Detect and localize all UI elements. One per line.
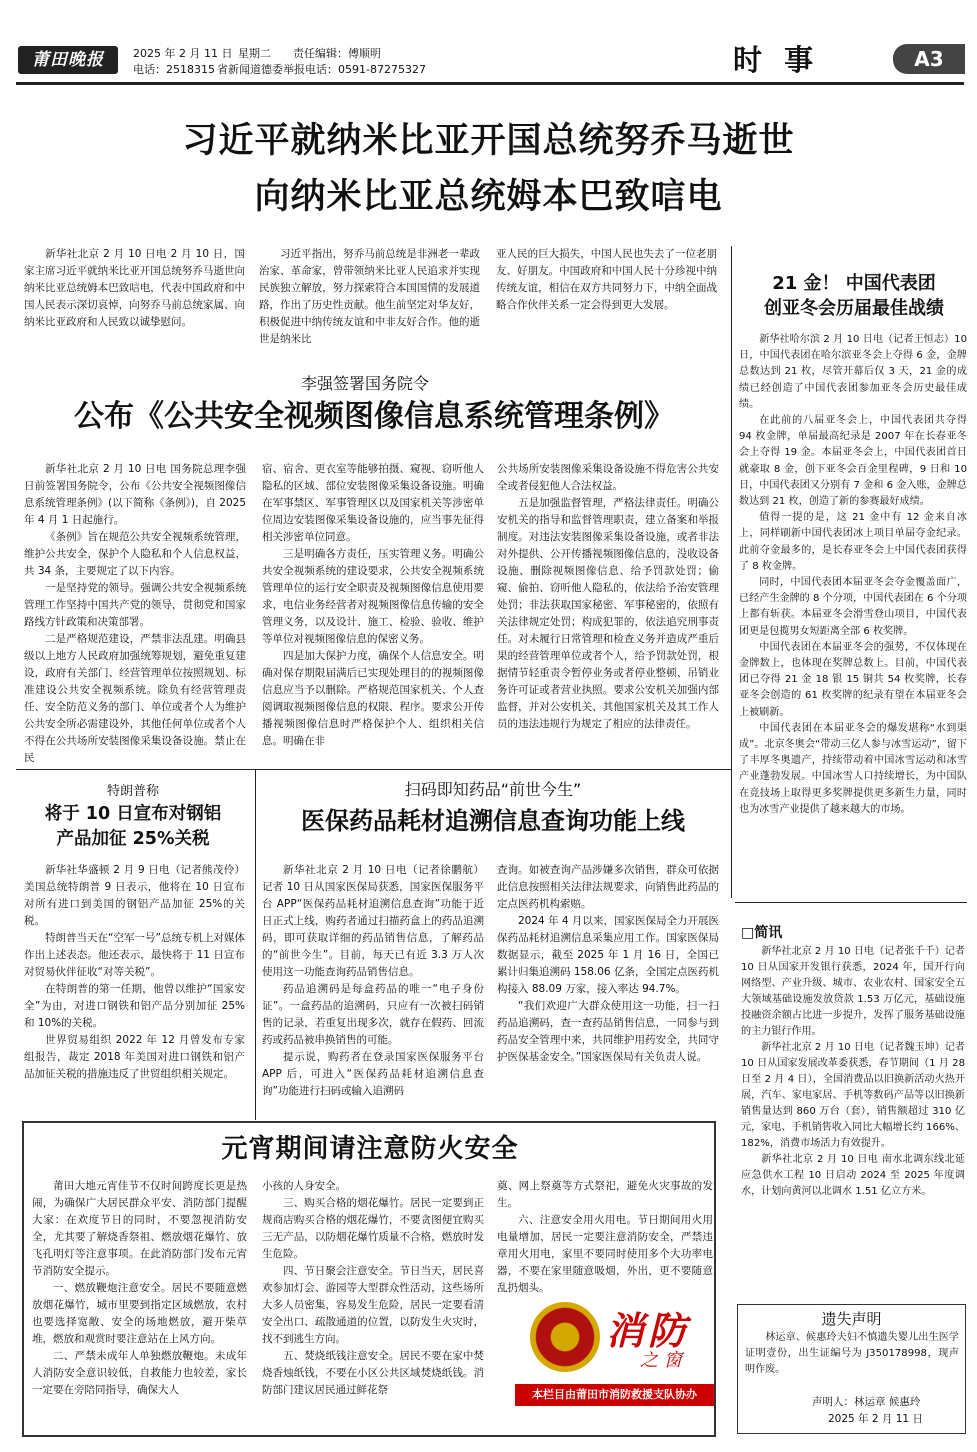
- fire-logo-subtitle: 之窗: [640, 1350, 688, 1371]
- lost-notice-body: 林运章、候惠玲夫妇不慎遗失婴儿出生医学证明壹份，出生证编号为 J350178998，现声明作废。: [745, 1332, 959, 1375]
- lost-notice-date: 2025 年 2 月 11 日: [828, 1413, 923, 1425]
- header-report-phone: 省新闻道德委举报电话：0591-87275327: [217, 63, 426, 76]
- reg-kicker: 李强签署国务院令: [300, 374, 429, 393]
- reg-col-1: 新华社北京 2 月 10 日电 国务院总理李强日前签署国务院令，公布《公共安全视频图像信息系统管理条例》(以下简称《条例》)，自 2025 年 4 月 1 日起施行。 《条例》旨在规范公共安全视频系统管理，维护公共安全，保护个人隐私和个人信息权益，共 34 条，主要规定了以下内容。 一是坚持党的领导。强调公共安全视频系统管理工作坚持中国共产党的领导，贯彻党和国家路线方针政策和决策部署。 二是严格规范建设，严禁非法乱建。明确县级以上地方人民政府加强统筹规划，避免重复建设，政府有关部门、经营管理单位按照规划、标准建设公共安全视频系统。除负有经营管理责任、安全防范义务的部门、单位或者个人为维护公共安全所必需建设外，其他任何单位或者个人不得在公共场所安装图像采集设备设施。禁止在民: [24, 463, 247, 764]
- header-weekday: 星期二: [238, 47, 271, 60]
- med-col-2: 查询。如被查询产品涉嫌多次销售，群众可依据此信息按照相关法律法规要求，向销售此药品的定点医药机构索赔。 2024 年 4 月以来，国家医保局全力开展医保药品耗材追溯信息采集应用工作。国家医保局数据显示，截至 2025 年 1 月 16 日，全国已累计归集追溯码 158.06 亿条，全国定点医药机构接入 88.09 万家，接入率达 94.7%。 “我们欢迎广大群众使用这一功能，扫一扫药品追溯码，查一查药品销售信息，一同参与到药品安全管理中来，共同维护用药安全，共同守护医保基金安全。”国家医保局有关负责人说。: [497, 864, 719, 1063]
- header-date: 2025 年 2 月 11 日: [133, 47, 233, 60]
- header-editor: 责任编辑：傅顺明: [293, 47, 381, 60]
- medal-headline-line-1: 21 金！ 中国代表团: [772, 273, 936, 294]
- med-kicker: 扫码即知药品“前世今生”: [404, 780, 582, 799]
- fire-emblem-icon: [530, 1302, 600, 1372]
- reg-col-2: 宿、宿舍、更衣室等能够拍摄、窥视、窃听他人隐私的区域、部位安装图像采集设备设施。明确在军事禁区、军事管理区以及国家机关等涉密单位周边安装图像采集设备设施的，应当事先征得相关涉密单位同意。 三是明确各方责任，压实管理义务。明确公共安全视频系统的建设要求，公共安全视频系统管理单位的运行安全职责及视频图像信息使用要求，电信业务经营者对视频图像信息传输的安全管理义务，以及设计、施工、检验、验收、维护等单位对视频图像信息的保密义务。 四是加大保护力度，确保个人信息安全。明确对保存期限届满后已实现处理目的的视频图像信息应当予以删除。严格规范国家机关、个人查阅调取视频图像信息的权限、程序。要求公开传播视频图像信息时严格保护个人、组织相关信息。明确在非: [262, 463, 484, 747]
- medal-headline-line-2: 创亚冬会历届最佳战绩: [764, 298, 944, 319]
- lead-col-1: 新华社北京 2 月 10 日电 2 月 10 日，国家主席习近平就纳米比亚开国总统努乔马逝世向纳米比亚总统姆本巴致唁电，代表中国政府和中国人民表示深切哀悼，向努乔马前总统家属、向纳米比亚政府和人民致以诚挚慰问。: [24, 248, 245, 328]
- fire-logo-title: 消防: [606, 1308, 691, 1353]
- lost-notice-signer: 声明人：林运章 候惠玲: [812, 1396, 921, 1408]
- fire-col-3: 奠、网上祭奠等方式祭祀，避免火灾事故的发生。 六、注意安全用火用电。节日期间用火用电量增加，居民一定要注意消防安全，严禁违章用火用电，家里不要同时使用多个大功率电器，不要在家里随意吸烟，外出，更不要随意乱扔烟头。: [497, 1180, 713, 1294]
- reg-col-3: 公共场所安装图像采集设备设施不得危害公共安全或者侵犯他人合法权益。 五是加强监督管理，严格法律责任。明确公安机关的指导和监督管理职责，建立备案和举报制度。对违法安装图像采集设备设施，或者非法对外提供、公开传播视频图像信息的，没收设备设施、删除视频图像信息、给予罚款处罚；偷窥、偷拍、窃听他人隐私的，依法给予治安管理处罚；非法获取国家秘密、军事秘密的，依照有关法律规定处罚；构成犯罪的，依法追究刑事责任。对未履行日常管理和检查义务并造成严重后果的经营管理单位或者个人，给予罚款处罚，根据情节轻重责令暂停业务或者停业整顿、吊销业务许可证或者营业执照。要求公安机关加强内部监督，并对公安机关、其他国家机关及其工作人员的违法违规行为规定了相应的法律责任。: [497, 463, 719, 730]
- fire-logo-footer: 本栏目由莆田市消防救援支队协办: [515, 1384, 714, 1406]
- steel-headline-line-2: 产品加征 25%关税: [56, 829, 210, 849]
- medal-body: 新华社哈尔滨 2 月 10 日电（记者王恒志）10 日，中国代表团在哈尔滨亚冬会上夺得 6 金，金牌总数达到 21 枚，尽管开幕后仅 3 天，21 金的成绩已经创造了中国代表团参加亚冬会历史最佳成绩。 在此前的八届亚冬会上，中国代表团共夺得 94 枚金牌，单届最高纪录是 2007 年在长春亚冬会上夺得 19 金。本届亚冬会上，中国代表团首日就豪取 8 金，创下亚冬会百金里程碑，9 日和 10 日，中国代表团又分别有 7 金和 6 金入账，金牌总数达到 21 枚，创造了新的参赛最好成绩。 值得一提的是，这 21 金中有 12 金来自冰上，同样刷新中国代表团冰上项目单届夺金纪录。此前夺金最多的，是长春亚冬会上中国代表团获得了 8 枚金牌。 同时，中国代表团本届亚冬会夺金覆盖面广，已经产生金牌的 8 个分项，中国代表团在 6 个分项上都有斩获。本届亚冬会滑雪登山项目，中国代表团更是包揽男女短距离全部 6 枚奖牌。 中国代表团在本届亚冬会的强势，不仅体现在金牌数上，也体现在奖牌总数上。目前，中国代表团已夺得 21 金 18 银 15 铜共 54 枚奖牌，长春亚冬会创造的 61 枚奖牌的纪录有望在本届亚冬会上被刷新。 中国代表团在本届亚冬会的爆发堪称“水到渠成”。北京冬奥会“带动三亿人参与冰雪运动”，留下了丰厚冬奥遗产，持续带动着中国冰雪运动和冰雪产业蓬勃发展。中国冰雪人口持续增长，为中国队在竞技场上取得更多奖牌提供更多新生力量，同时也为冰雪产业提供了越来越大的市场。: [739, 334, 967, 815]
- steel-headline-line-1: 将于 10 日宣布对钢铝: [44, 804, 222, 824]
- lead-headline-line-1: 习近平就纳米比亚开国总统努乔马逝世: [182, 121, 795, 161]
- masthead-logo: 莆田晚报: [18, 46, 118, 74]
- section-title: 时 事: [733, 43, 820, 77]
- fire-col-2: 小孩的人身安全。 三、购买合格的烟花爆竹。居民一定要到正规商店购买合格的烟花爆竹，不要贪图便宜购买三无产品，以防烟花爆竹质量不合格，燃放时发生危险。 四、节日聚会注意安全。节日当天，居民喜欢参加灯会、游园等大型群众性活动，这些场所大多人员密集，容易发生危险，居民一定要看清安全出口、疏散通道的位置，以防发生火灾时，找不到逃生方向。 五、焚烧纸钱注意安全。居民不要在家中焚烧香烛纸钱，不要在小区公共区域焚烧纸钱。消防部门建议居民通过鲜花祭: [262, 1180, 484, 1396]
- med-col-1: 新华社北京 2 月 10 日电（记者徐鹏航）记者 10 日从国家医保局获悉，国家医保服务平台 APP“医保药品耗材追溯信息查询”功能于近日正式上线，购药者通过扫描药盒上的药品追溯码，即可获取详细的药品销售信息，了解药品的“前世今生”。目前，每天已有近 3.3 万人次使用这一功能查询药品销售信息。 药品追溯码是每盒药品的唯一“电子身份证”。一盒药品的追溯码，只应有一次被扫码销售的记录，若重复出现多次，就存在假药、回流药或药品被串换销售的可能。 提示说，购药者在登录国家医保服务平台 APP 后，可进入“医保药品耗材追溯信息查询”功能进行扫码或输入追溯码: [262, 864, 484, 1097]
- lead-headline-line-2: 向纳米比亚总统姆本巴致唁电: [254, 177, 723, 217]
- fire-headline: 元宵期间请注意防火安全: [221, 1134, 519, 1164]
- lead-col-3: 亚人民的巨大损失，中国人民也失去了一位老朋友、好朋友。中国政府和中国人民十分珍视中纳传统友谊，相信在双方共同努力下，中纳全面战略合作伙伴关系一定会得到更大发展。: [496, 248, 717, 311]
- reg-headline: 公布《公共安全视频图像信息系统管理条例》: [74, 399, 674, 434]
- page-number: A3: [893, 44, 965, 74]
- brief-label: □简讯: [741, 925, 783, 941]
- header-phone: 电话：2518315: [133, 63, 215, 76]
- steel-kicker: 特朗普称: [106, 784, 159, 799]
- brief-body: 新华社北京 2 月 10 日电（记者张千千）记者 10 日从国家开发银行获悉，2024 年，国开行向网络型、产业升级、城市、农业农村、国家安全五大领域基础设施发放贷款 1.53 万亿元，基础设施投融资余额占比进一步提升，发挥了服务基础设施的主力银行作用。 新华社北京 2 月 10 日电（记者魏玉坤）记者 10 日从国家发展改革委获悉，春节期间（1 月 28 日至 2 月 4 日），全国消费品以旧换新活动火热开展，汽车、家电家居、手机等数码产品等以旧换新销售量达到 860 万台（套），销售额超过 310 亿元，家电、手机销售收入同比大幅增长约 166%、182%，消费市场活力有效提升。 新华社北京 2 月 10 日电 南水北调东线北延应急供水工程 10 日启动 2024 至 2025 年度调水，计划向黄河以北调水 1.51 亿立方米。: [741, 946, 965, 1197]
- med-headline: 医保药品耗材追溯信息查询功能上线: [301, 807, 685, 835]
- fire-col-1: 莆田大地元宵佳节不仅时间跨度长更是热闹，为确保广大居民群众平安、消防部门提醒大家：在欢度节日的同时，不要忽视消防安全，尤其要了解烧香祭祖、燃放烟花爆竹、放飞孔明灯等注意事项。在此消防部门发布元宵节消防安全提示。 一、燃放鞭炮注意安全。居民不要随意燃放烟花爆竹，城市里要到指定区域燃放，农村也要选择宽敞、安全的场地燃放，避开柴草堆，燃放和观赏时要注意站在上风方向。 二、严禁未成年人单独燃放鞭炮。未成年人消防安全意识较低，自救能力也较差，家长一定要在旁陪同指导，确保大人: [32, 1180, 247, 1396]
- lead-col-2: 习近平指出，努乔马前总统是非洲老一辈政治家、革命家，曾带领纳米比亚人民追求并实现民族独立解放，努力探索符合本国国情的发展道路，作出了历史性贡献。他生前坚定对华友好，积极促进中纳传统友谊和中非友好合作。他的逝世是纳米比: [259, 248, 480, 345]
- lost-notice-title: 遗失声明: [821, 1310, 882, 1328]
- steel-body: 新华社华盛顿 2 月 9 日电（记者熊茂伶）美国总统特朗普 9 日表示，他将在 10 日宣布对所有进口到美国的钢铝产品加征 25%的关税。 特朗普当天在“空军一号”总统专机上对媒体作出上述表态。他还表示，最快将于 11 日宣布对贸易伙伴征收“对等关税”。 在特朗普的第一任期，他曾以维护“国家安全”为由，对进口钢铁和铝产品分别加征 25%和 10%的关税。 世界贸易组织 2022 年 12 月曾发布专家组报告，裁定 2018 年美国对进口钢铁和铝产品加征关税的措施违反了世贸组织相关规定。: [24, 864, 245, 1080]
